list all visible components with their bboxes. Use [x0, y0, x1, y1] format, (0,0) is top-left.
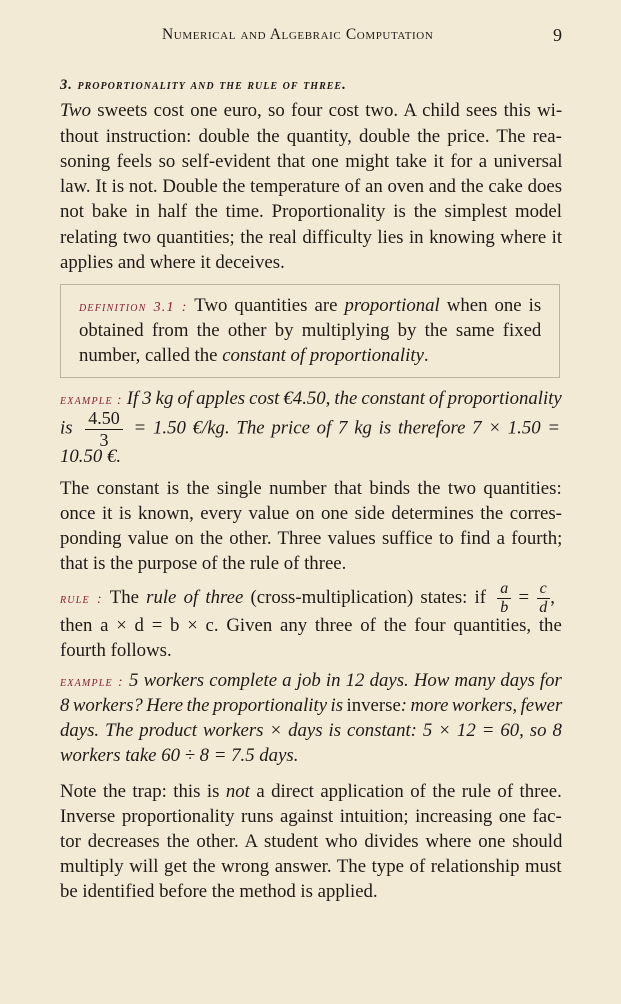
- fraction-denominator: b: [500, 599, 509, 617]
- paragraph-3-line-2: Inverse proportionality runs against intuition; increasing one fac-: [60, 806, 562, 827]
- page-number: 9: [553, 25, 562, 45]
- definition-label: definition 3.1 :: [79, 300, 188, 315]
- example-1-line-3: 10.50 €.: [60, 446, 122, 467]
- section-number: 3.: [60, 77, 73, 93]
- intro-line-1: [60, 102, 562, 121]
- example-1-text: is: [60, 417, 73, 439]
- definition-line-1: [79, 297, 541, 316]
- example-2-line-4: workers take 60 ÷ 8 = 7.5 days.: [60, 745, 299, 766]
- equals-sign: =: [518, 587, 530, 609]
- example-1-text: If 3 kg of apples cost €4.50, the constant of proportionality: [122, 388, 562, 409]
- rule-line-2: then a × d = b × c. Given any three of the four quantities, the: [60, 615, 562, 636]
- definition-text: when one is: [439, 295, 542, 316]
- intro-line-7: applies and where it deceives.: [60, 252, 285, 273]
- paragraph-3-line-4: multiply will get the wrong answer. The type of relationship must: [60, 856, 562, 877]
- paragraph-2-line-2: once it is known, every value on one side determines the corres-: [60, 503, 562, 524]
- running-head: [60, 26, 562, 48]
- intro-line-2: thout instruction: double the quantity, double the price. The rea-: [60, 126, 562, 147]
- example-2-text: 8 workers? Here the proportionality is: [60, 695, 347, 716]
- definition-constant-term: constant of proportionality: [222, 345, 424, 366]
- section-title: proportionality and the rule of three.: [77, 77, 347, 93]
- fraction-numerator: c: [537, 580, 550, 599]
- fraction-numerator: 4.50: [85, 408, 123, 430]
- paragraph-3-line-3: tor decreases the other. A student who divides where one should: [60, 831, 563, 852]
- intro-text: sweets cost one euro, so four cost two. A child sees this wi-: [90, 100, 563, 121]
- definition-text: Two quantities are: [187, 295, 345, 316]
- intro-line-4: law. It is not. Double the temperature of an oven and the cake does: [60, 176, 563, 197]
- definition-text: number, called the: [79, 345, 223, 366]
- example-2-line-3: days. The product workers × days is constant: 5 × 12 = 60, so 8: [60, 720, 562, 741]
- definition-term: proportional: [344, 295, 440, 316]
- definition-text: .: [423, 345, 429, 366]
- intro-line-3: soning feels so self-evident that one might take it for a universal: [60, 151, 563, 172]
- rule-text: (cross-multiplication) states: if: [243, 587, 487, 609]
- paragraph-3-text: Note the trap: this is: [60, 781, 226, 802]
- paragraph-3-line-1: [60, 783, 562, 802]
- paragraph-3-text: a direct application of the rule of three.: [249, 781, 562, 802]
- fraction-numerator: a: [497, 580, 511, 599]
- inverse-word: inverse: [346, 695, 401, 716]
- example-1-line-2: [60, 408, 562, 450]
- paragraph-2-line-3: ponding value on the other. Three values suffice to find a fourth;: [60, 528, 563, 549]
- example-2-line-1: [60, 672, 562, 691]
- example-2-line-2: [60, 697, 562, 716]
- fraction-price-per-kg: [85, 408, 123, 450]
- example-1-label: example :: [60, 393, 123, 408]
- paragraph-2-line-4: that is the purpose of the rule of three.: [60, 553, 347, 574]
- running-title: Numerical and Algebraic Computation: [162, 26, 434, 43]
- rule-line-3: fourth follows.: [60, 640, 172, 661]
- rule-line-1: [60, 580, 562, 618]
- example-1-text: = 1.50 €/kg. The price of 7 kg is therefore 7 × 1.50 =: [126, 417, 561, 439]
- paragraph-3-line-5: be identified before the method is applied.: [60, 881, 378, 902]
- fraction-c-over-d: [536, 580, 550, 618]
- example-2-text: 5 workers complete a job in 12 days. How many days for: [123, 670, 562, 691]
- example-2-text: : more workers, fewer: [400, 695, 563, 716]
- rule-term: rule of three: [146, 587, 244, 609]
- example-2-label: example :: [60, 675, 124, 690]
- rule-text: The: [102, 587, 147, 609]
- emphasis-not: not: [225, 781, 250, 802]
- intro-line-5: not bake in half the time. Proportionality is the simplest model: [60, 201, 562, 222]
- definition-line-3: [79, 347, 541, 366]
- fraction-a-over-b: [497, 580, 511, 618]
- fraction-denominator: d: [539, 599, 548, 617]
- definition-line-2: obtained from the other by multiplying by the same fixed: [79, 320, 542, 341]
- intro-lead-word: Two: [60, 100, 91, 121]
- section-heading: [60, 77, 347, 94]
- fraction-denominator: 3: [99, 429, 109, 450]
- example-1-line-1: [60, 390, 562, 409]
- rule-comma: ,: [550, 587, 555, 609]
- paragraph-2-line-1: The constant is the single number that binds the two quantities:: [60, 478, 562, 499]
- intro-line-6: relating two quantities; the real difficulty lies in knowing where it: [60, 227, 563, 248]
- rule-label: rule :: [60, 592, 103, 608]
